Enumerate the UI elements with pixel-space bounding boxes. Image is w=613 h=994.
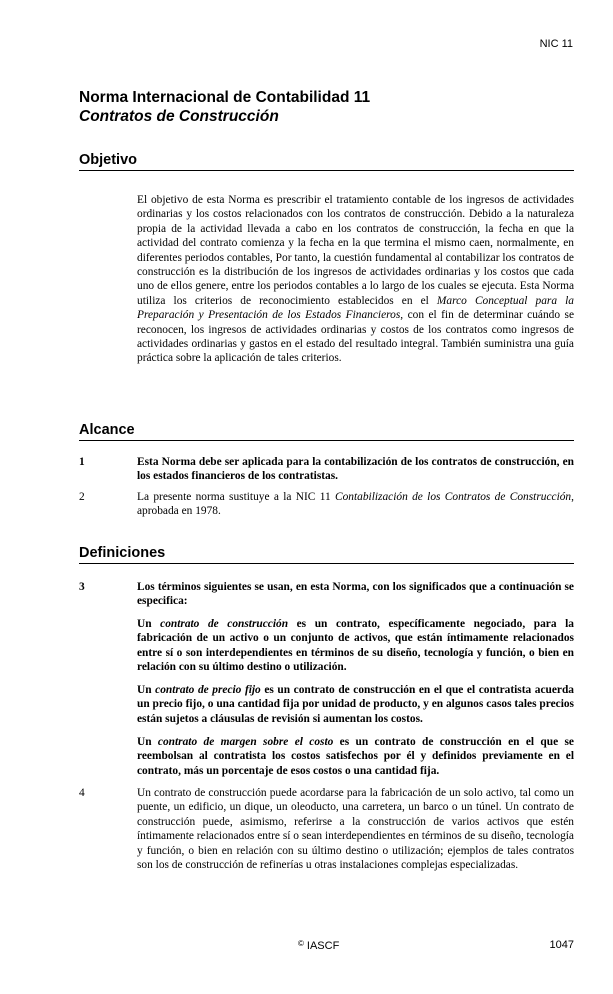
paragraph-number-4: 4 xyxy=(79,787,85,799)
def1-term: contrato de construcción xyxy=(160,618,289,630)
objetivo-text-a: El objetivo de esta Norma es prescribir el tratamiento contable de los ingresos de actividades ordinarias y los costos relacionados con los contratos de construcción. Debido a la naturaleza propia de la actividad llevada a cabo en los contratos de construcción, la fecha en que la actividad del contrato comienza y la fecha en la que termina el mismo caen, normalmente, en diferentes periodos contables, Por tanto, la cuestión fundamental al contabilizar los contratos de construcción es la distribución de los ingresos de actividades ordinarias y los costos que cada uno de ellos genere, entre los periodos contables a lo largo de los cuales se ejecuta. Esta Norma utiliza los criterios de reconocimiento establecidos en el xyxy=(137,194,574,307)
alcance-p2-text-b: , aprobada en 1978. xyxy=(137,491,574,518)
title-line-2: Contratos de Construcción xyxy=(79,108,279,125)
definiciones-intro: Los términos siguientes se usan, en esta Norma, con los significados que a continuación se especifica: xyxy=(137,581,574,608)
footer-page-number: 1047 xyxy=(549,939,574,951)
page-header-code: NIC 11 xyxy=(539,38,573,50)
section-heading-alcance: Alcance xyxy=(79,422,574,441)
def2-pre: Un xyxy=(137,684,156,696)
definiciones-paragraph-4: Un contrato de construcción puede acordarse para la fabricación de un solo activo, tal como un puente, un edificio, un dique, un oleoducto, una carretera, un barco o un túnel. Un contrato de construcción puede, asimismo, referirse a la construcción de varios activos que estén íntimamente relacionados entre sí o sean interdependientes en términos de su diseño, tecnología y función, o bien en relación con su último destino o utilización; ejemplos de tales contratos son los de construcción de refinerías u otras instalaciones complejas especializadas. xyxy=(137,787,574,872)
document-title xyxy=(79,88,574,126)
definition-contrato-construccion xyxy=(137,617,574,675)
title-line-1: Norma Internacional de Contabilidad 11 xyxy=(79,89,371,106)
objetivo-text-b: , con el fin de determinar cuándo se reconocen, los ingresos de actividades ordinarias y costos de los contratos como ingresos de actividades ordinarias y gastos en el estado del resultado integral. También suministra una guía práctica sobre la aplicación de tales criterios. xyxy=(137,309,574,365)
definition-contrato-precio-fijo xyxy=(137,683,574,726)
footer-copyright-text: IASCF xyxy=(306,940,340,952)
footer-copyright xyxy=(298,939,339,952)
alcance-paragraph-1: Esta Norma debe ser aplicada para la contabilización de los contratos de construcción, en los estados financieros de los contratistas. xyxy=(137,456,574,483)
def1-pre: Un xyxy=(137,618,161,630)
alcance-paragraph-2 xyxy=(137,490,574,519)
alcance-p2-ref: Contabilización de los Contratos de Construcción xyxy=(335,491,572,503)
copyright-icon: © xyxy=(298,939,304,948)
paragraph-number-2: 2 xyxy=(79,491,85,503)
def1-text: es un contrato, específicamente negociado, para la fabricación de un activo o un conjunto de activos, que están íntimamente relacionados entre sí o son interdependientes en términos de su diseño, tecnología y función, o bien en relación con su último destino o utilización. xyxy=(137,618,574,674)
def2-text: es un contrato de construcción en el que el contratista acuerda un precio fijo, o una cantidad fija por unidad de producto, y en algunos casos tales precios están sujetos a cláusulas de revisión si aumentan los costos. xyxy=(137,684,575,725)
def3-text: es un contrato de construcción en el que se reembolsan al contratista los costos satisfechos por él y definidos previamente en el contrato, más un porcentaje de esos costos o una cantidad fija. xyxy=(137,736,574,777)
definition-contrato-margen-costo xyxy=(137,735,574,778)
objetivo-framework-ref: Marco Conceptual para la Preparación y Presentación de los Estados Financieros xyxy=(137,294,574,322)
section-heading-objetivo: Objetivo xyxy=(79,152,574,171)
objetivo-paragraph xyxy=(137,193,574,366)
section-heading-definiciones: Definiciones xyxy=(79,545,574,564)
def3-pre: Un xyxy=(137,736,158,748)
paragraph-number-3: 3 xyxy=(79,581,85,593)
paragraph-number-1: 1 xyxy=(79,456,85,468)
def2-term: contrato de precio fijo xyxy=(155,684,261,696)
alcance-p2-text-a: La presente norma sustituye a la NIC 11 xyxy=(137,491,335,503)
def3-term: contrato de margen sobre el costo xyxy=(157,736,334,748)
